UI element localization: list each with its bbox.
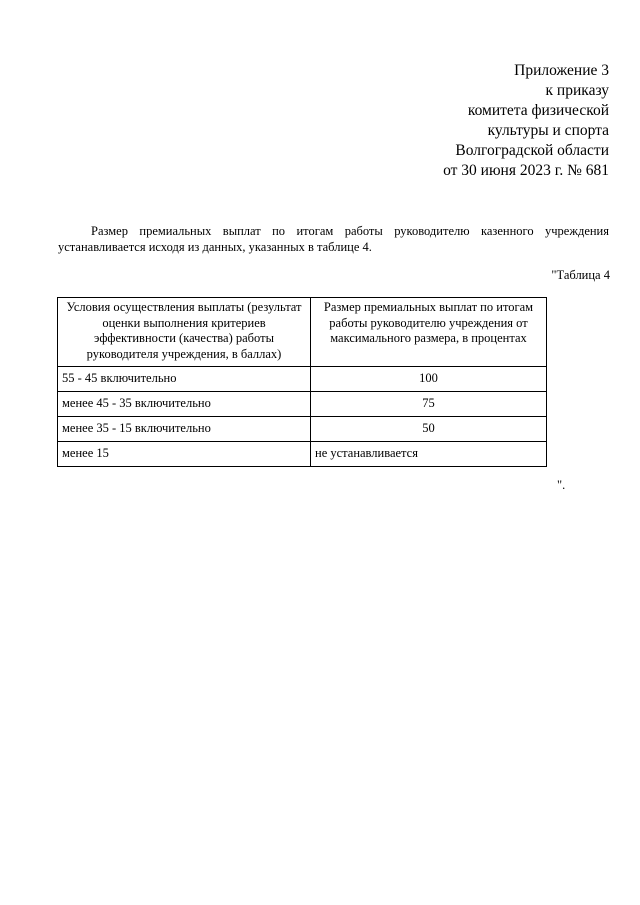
intro-line-2: устанавливается исходя из данных, указанных в таблице 4. <box>58 240 372 254</box>
header-line: Приложение 3 <box>514 62 609 79</box>
table-cell-condition: менее 35 - 15 включительно <box>58 417 311 442</box>
table-row <box>58 392 547 417</box>
header-line: комитета физической <box>467 102 609 119</box>
table-cell-percent: 100 <box>311 367 547 392</box>
table-cell-percent: не устанавливается <box>311 442 547 467</box>
table-row <box>58 442 547 467</box>
intro-paragraph <box>58 223 609 255</box>
table-cell-percent: 50 <box>311 417 547 442</box>
table-cell-condition: менее 45 - 35 включительно <box>58 392 311 417</box>
header-line: к приказу <box>545 82 609 99</box>
table-header-conditions: Условия осуществления выплаты (результат оценки выполнения критериев эффективности (качества) работы руководителя учреждения, в баллах) <box>58 298 311 367</box>
closing-quote: ". <box>557 478 566 492</box>
table-cell-percent: 75 <box>311 392 547 417</box>
header-line: культуры и спорта <box>487 122 609 139</box>
table-cell-condition: 55 - 45 включительно <box>58 367 311 392</box>
table-header-bonus-size: Размер премиальных выплат по итогам работы руководителю учреждения от максимального размера, в процентах <box>311 298 547 367</box>
table-row <box>58 417 547 442</box>
intro-line-1: Размер премиальных выплат по итогам работы руководителю казенного учреждения <box>91 224 609 238</box>
table-header-row <box>58 298 547 367</box>
table-row <box>58 367 547 392</box>
table-cell-condition: менее 15 <box>58 442 311 467</box>
appendix-header <box>443 61 609 181</box>
header-line: от 30 июня 2023 г. № 681 <box>443 162 609 179</box>
table-caption: "Таблица 4 <box>551 268 610 282</box>
bonus-table <box>57 297 547 467</box>
header-line: Волгоградской области <box>455 142 609 159</box>
